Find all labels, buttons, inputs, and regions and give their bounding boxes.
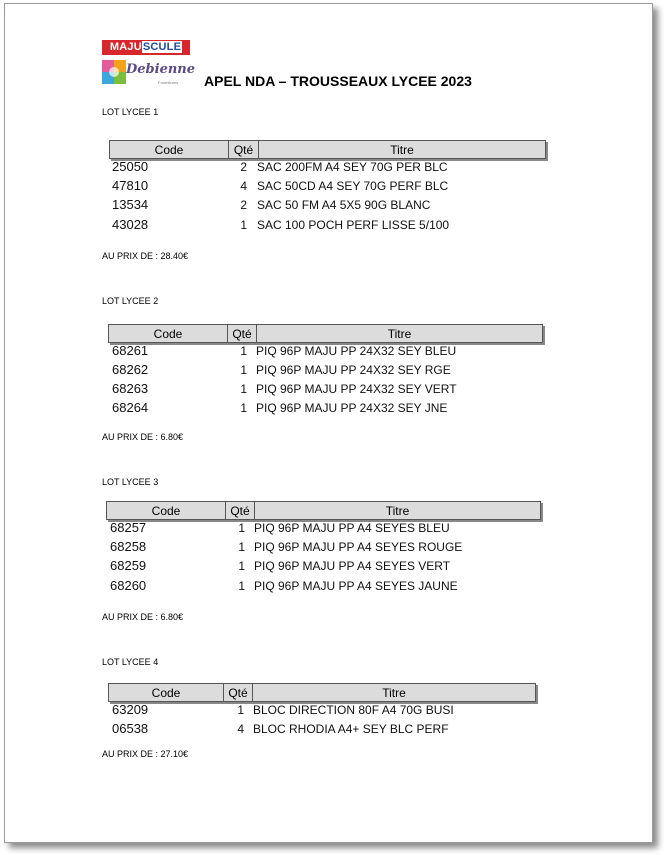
cell-code: 68264 [112,400,149,415]
cell-titre: PIQ 96P MAJU PP A4 SEYES ROUGE [254,540,463,554]
lot-label: LOT LYCEE 3 [102,477,159,487]
table-row [110,520,542,539]
cell-code: 63209 [112,702,149,717]
debienne-logo: Debienne Fournitures [102,60,192,90]
table-row [112,197,546,216]
cell-titre: BLOC DIRECTION 80F A4 70G BUSI [253,703,454,717]
cell-code: 68261 [112,343,149,358]
table-header [108,683,536,702]
table-row [112,721,536,740]
cell-qte: 1 [240,401,247,415]
cell-code: 68259 [110,558,147,573]
cell-qte: 1 [238,521,245,535]
cell-code: 68260 [110,578,147,593]
cell-titre: SAC 50CD A4 SEY 70G PERF BLC [257,179,449,193]
cell-titre: PIQ 96P MAJU PP A4 SEYES BLEU [254,521,450,535]
cell-titre: PIQ 96P MAJU PP A4 SEYES JAUNE [254,579,458,593]
col-titre: Titre [256,325,542,342]
table-row [112,362,544,381]
table-row [110,558,542,577]
cell-qte: 1 [238,559,245,573]
col-code: Code [153,327,183,341]
cell-titre: PIQ 96P MAJU PP 24X32 SEY BLEU [256,344,457,358]
col-qte: Qté [228,141,258,158]
cell-titre: SAC 50 FM A4 5X5 90G BLANC [257,198,431,212]
lot-label: LOT LYCEE 2 [102,296,159,306]
lot-price: AU PRIX DE : 27.10€ [102,749,189,759]
lot-price: AU PRIX DE : 28.40€ [102,251,189,261]
lot-label: LOT LYCEE 4 [102,657,159,667]
cell-qte: 1 [240,382,247,396]
document-title: APEL NDA – TROUSSEAUX LYCEE 2023 [204,73,472,89]
col-code: Code [154,143,184,157]
table-row [110,578,542,597]
table-row [112,159,546,178]
table-row [110,539,542,558]
cell-qte: 4 [237,722,244,736]
table-header [108,324,543,343]
cell-titre: PIQ 96P MAJU PP 24X32 SEY VERT [256,382,457,396]
table-row [112,178,546,197]
table-row [112,702,536,721]
majuscule-logo: MAJUSCULE [102,40,190,55]
cell-qte: 1 [240,363,247,377]
table-header [109,140,546,159]
cell-qte: 4 [240,179,247,193]
table-row [112,343,544,362]
cell-code: 68262 [112,362,149,377]
cell-qte: 1 [237,703,244,717]
cell-qte: 1 [240,218,247,232]
lot-price: AU PRIX DE : 6.80€ [102,612,184,622]
col-code: Code [151,686,181,700]
col-qte: Qté [223,684,252,701]
cell-code: 43028 [112,217,149,232]
col-titre: Titre [252,684,535,701]
cell-qte: 1 [238,579,245,593]
lot-price: AU PRIX DE : 6.80€ [102,432,184,442]
cell-qte: 1 [240,344,247,358]
debienne-logo-mark [102,60,126,84]
cell-titre: SAC 100 POCH PERF LISSE 5/100 [257,218,450,232]
table-header [106,501,541,520]
col-titre: Titre [258,141,545,158]
col-qte: Qté [227,325,256,342]
cell-code: 68258 [110,539,147,554]
col-titre: Titre [254,502,540,519]
cell-qte: 1 [238,540,245,554]
cell-code: 47810 [112,178,149,193]
cell-titre: SAC 200FM A4 SEY 70G PER BLC [257,160,448,174]
cell-titre: PIQ 96P MAJU PP 24X32 SEY JNE [256,401,448,415]
lot-label: LOT LYCEE 1 [102,107,159,117]
cell-code: 68263 [112,381,149,396]
table-row [112,381,544,400]
cell-titre: BLOC RHODIA A4+ SEY BLC PERF [253,722,449,736]
cell-qte: 2 [240,198,247,212]
table-row [112,217,546,236]
col-code: Code [151,504,181,518]
cell-code: 68257 [110,520,147,535]
cell-qte: 2 [240,160,247,174]
cell-code: 25050 [112,159,149,174]
cell-code: 06538 [112,721,149,736]
cell-code: 13534 [112,197,149,212]
cell-titre: PIQ 96P MAJU PP A4 SEYES VERT [254,559,451,573]
col-qte: Qté [225,502,254,519]
cell-titre: PIQ 96P MAJU PP 24X32 SEY RGE [256,363,451,377]
table-row [112,400,544,419]
